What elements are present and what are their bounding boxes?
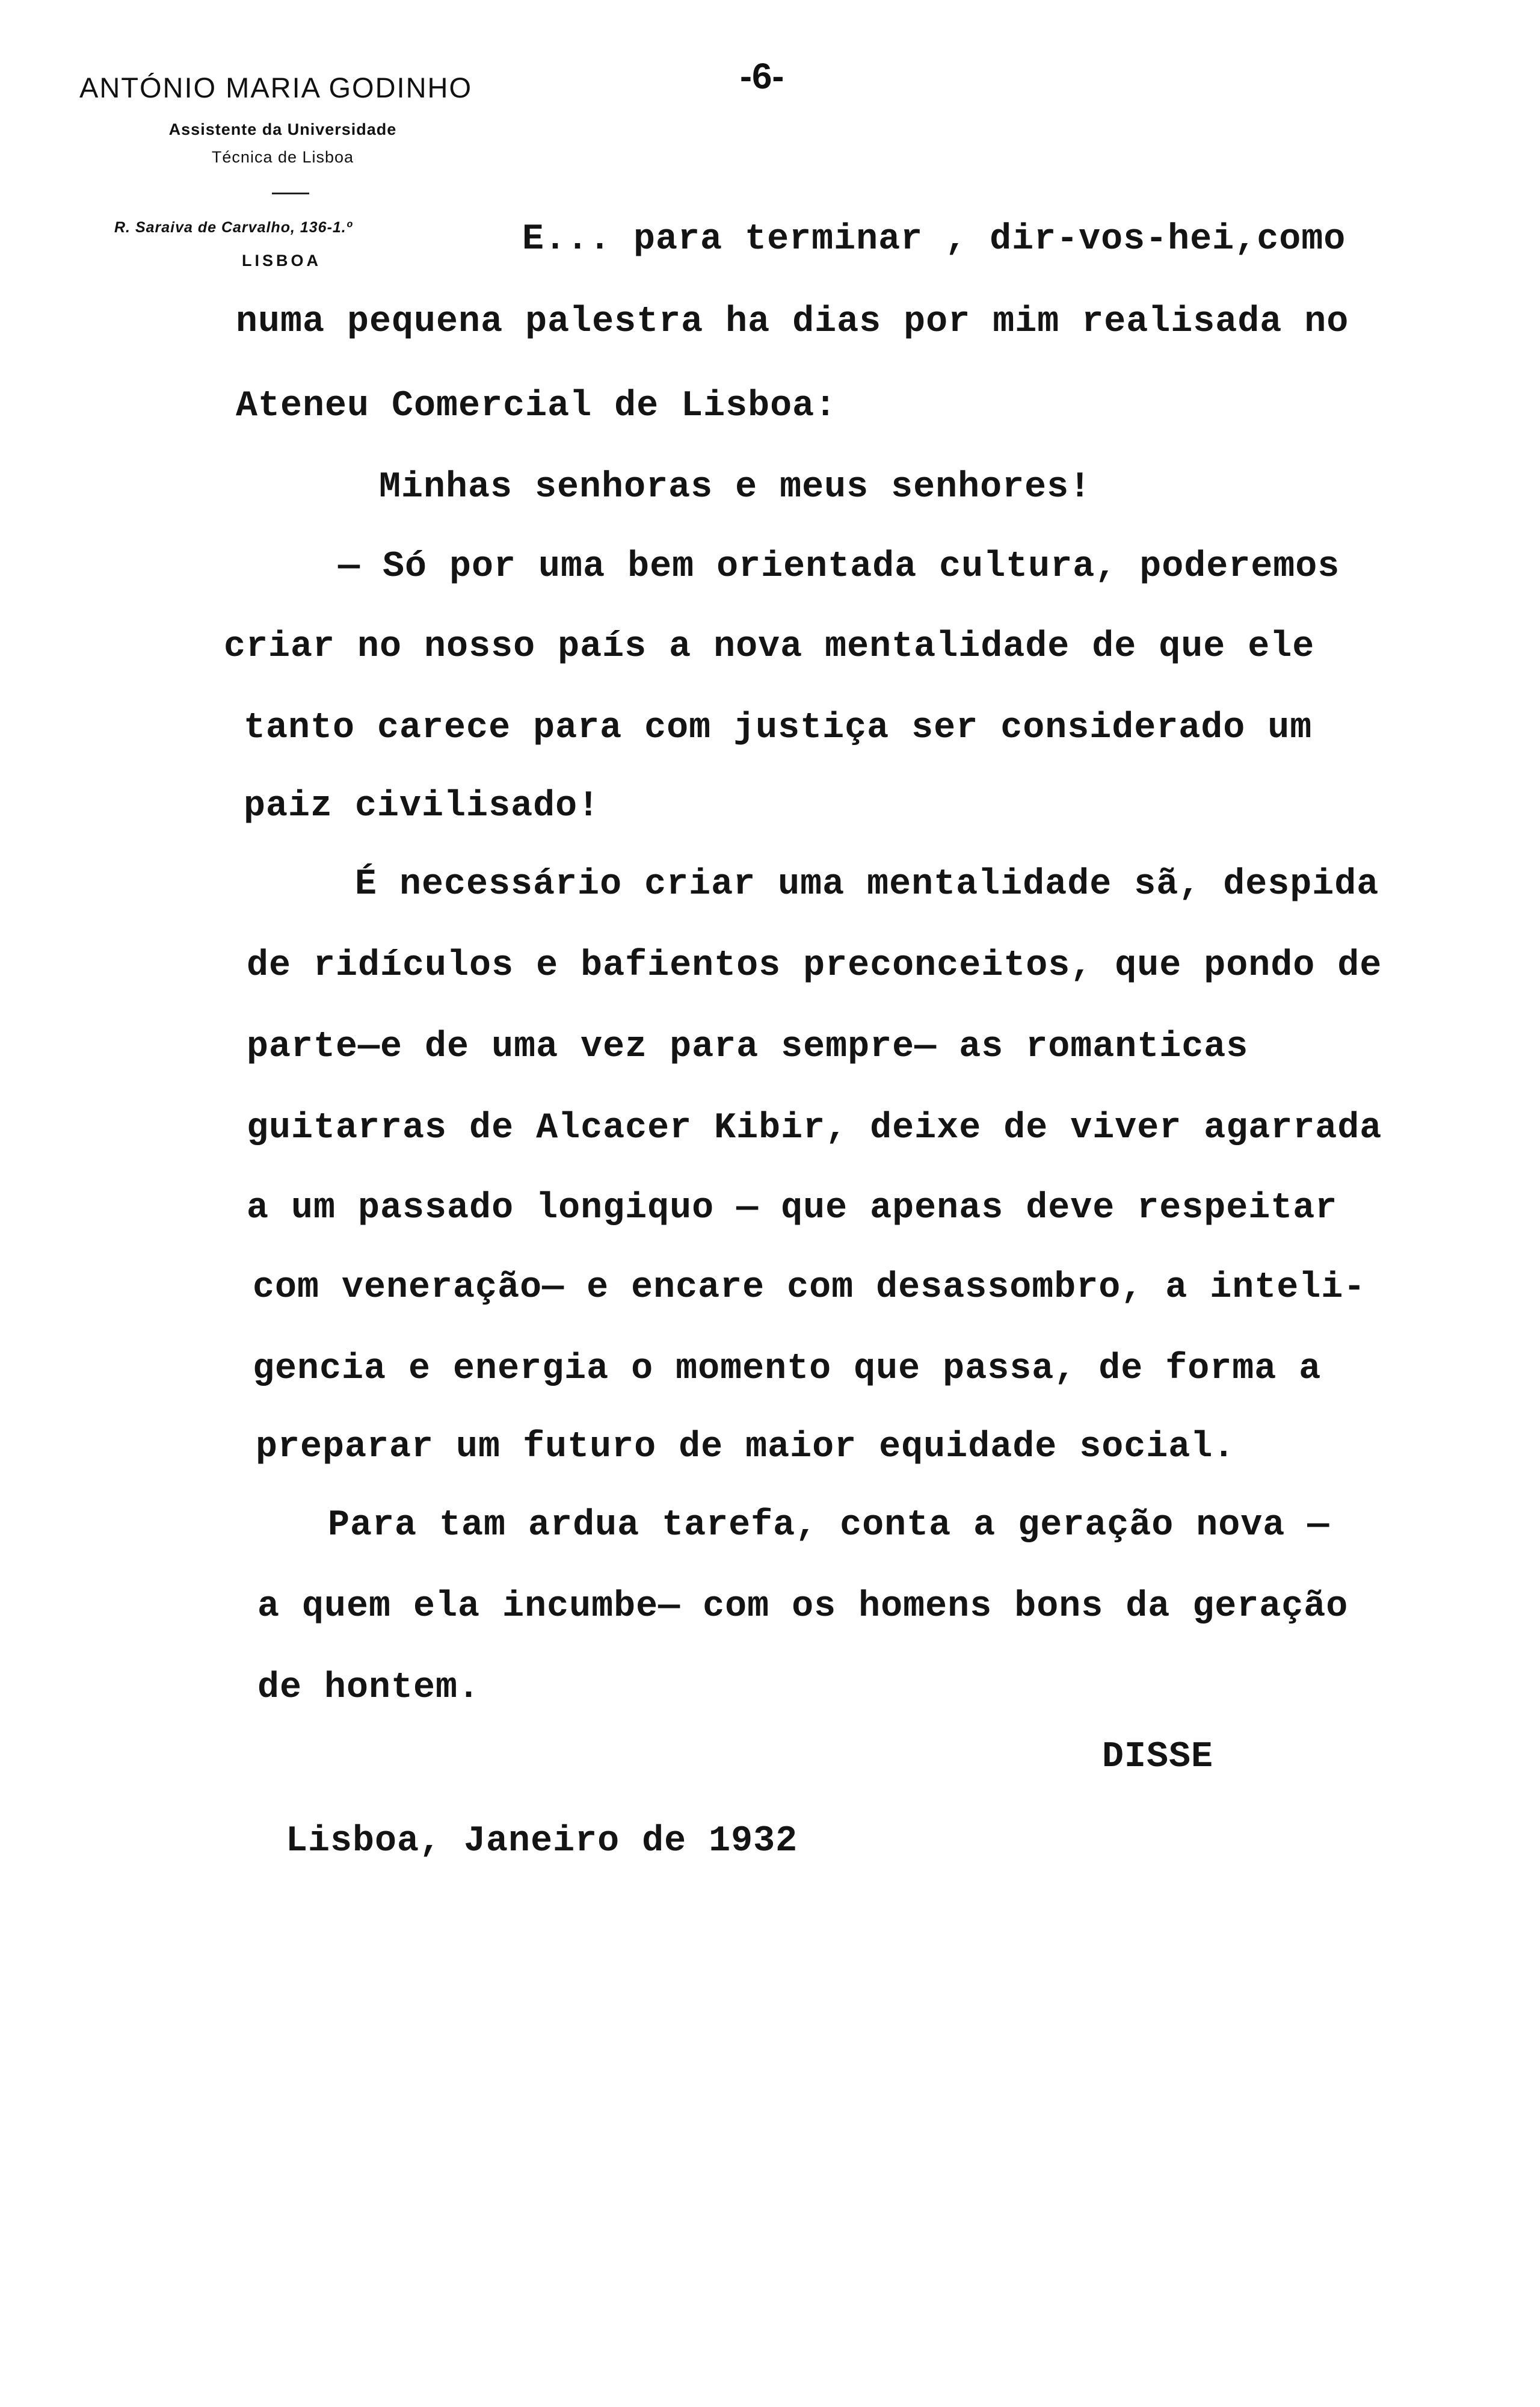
body-line: a um passado longiquo — que apenas deve respeitar <box>247 1188 1338 1229</box>
body-line: numa pequena palestra ha dias por mim realisada no <box>236 301 1349 342</box>
body-line: É necessário criar uma mentalidade sã, despida <box>355 864 1379 905</box>
letterhead-title-line1: Assistente da Universidade <box>168 120 397 138</box>
body-line: — Só por uma bem orientada cultura, poderemos <box>338 546 1340 587</box>
body-line: tanto carece para com justiça ser considerado um <box>244 708 1313 749</box>
letterhead-name: ANTÓNIO MARIA GODINHO <box>79 72 473 104</box>
body-line: criar no nosso país a nova mentalidade de que ele <box>224 626 1315 667</box>
body-line: gencia e energia o momento que passa, de forma a <box>253 1349 1322 1389</box>
body-line: a quem ela incumbe— com os homens bons da geração <box>257 1586 1349 1627</box>
letterhead-address: R. Saraiva de Carvalho, 136-1.º <box>114 219 353 236</box>
body-line: com veneração— e encare com desassombro, a inteli- <box>253 1267 1366 1308</box>
closing-disse: DISSE <box>1102 1737 1214 1778</box>
page-number: -6- <box>740 56 784 96</box>
body-line: E... para terminar , dir-vos-hei,como <box>522 219 1346 260</box>
body-line: preparar um futuro de maior equidade social. <box>256 1427 1236 1468</box>
body-line: de ridículos e bafientos preconceitos, que pondo de <box>247 945 1382 986</box>
place-and-date: Lisboa, Janeiro de 1932 <box>286 1821 798 1862</box>
letterhead-city: LISBOA <box>242 252 322 270</box>
body-line: Ateneu Comercial de Lisboa: <box>236 386 837 427</box>
body-line: parte—e de uma vez para sempre— as romanticas <box>247 1027 1249 1068</box>
body-line: paiz civilisado! <box>244 786 600 827</box>
letterhead-divider <box>272 193 309 194</box>
body-line: de hontem. <box>257 1667 481 1708</box>
letterhead-title-line2: Técnica de Lisboa <box>211 148 354 166</box>
body-line: Para tam ardua tarefa, conta a geração nova — <box>328 1505 1330 1546</box>
body-line: Minhas senhoras e meus senhores! <box>379 467 1092 508</box>
body-line: guitarras de Alcacer Kibir, deixe de viver agarrada <box>247 1108 1382 1149</box>
